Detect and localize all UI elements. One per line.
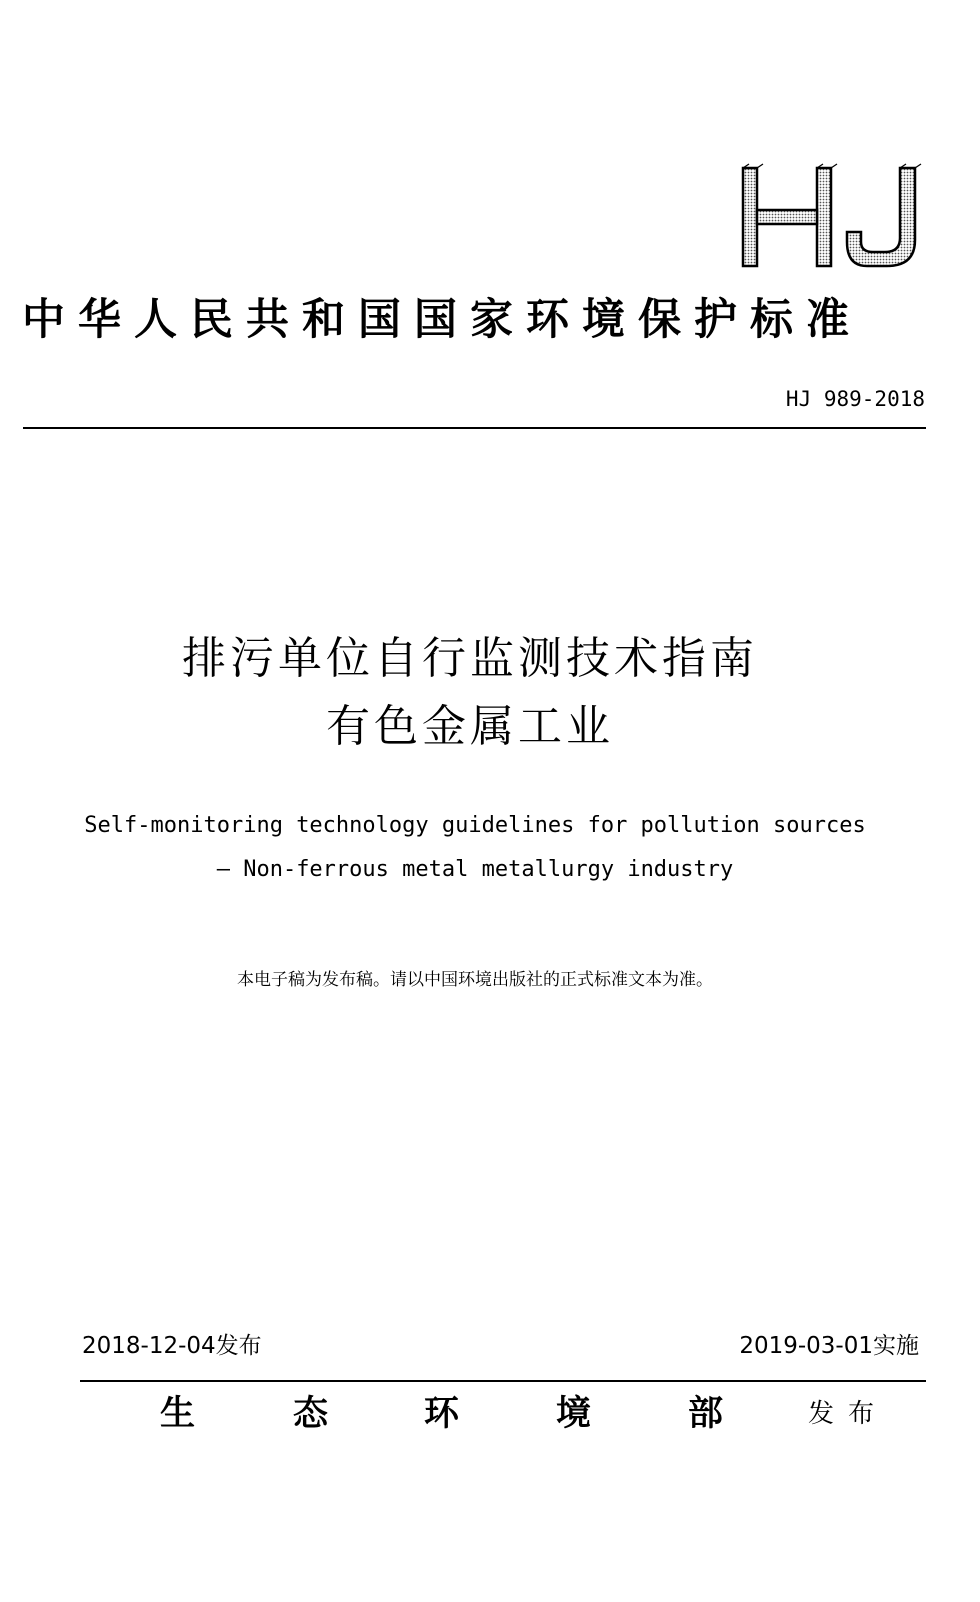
release-notice: 本电子稿为发布稿。请以中国环境出版社的正式标准文本为准。: [237, 970, 713, 990]
footer-divider: [80, 1380, 926, 1382]
title-cn-line2: 有色金属工业: [326, 701, 614, 752]
publisher-char: 生: [160, 1394, 196, 1434]
standard-number: HJ 989-2018: [785, 387, 925, 411]
title-en-line1: Self-monitoring technology guidelines for pollution sources: [84, 813, 866, 838]
implementation-date: 2019-03-01实施: [739, 1333, 919, 1359]
publisher-char: 境: [556, 1394, 592, 1434]
hj-logo: [735, 147, 930, 272]
publisher-char: 部: [688, 1394, 724, 1434]
issue-date: 2018-12-04发布: [82, 1333, 262, 1359]
title-en-line2: — Non-ferrous metal metallurgy industry: [216, 857, 734, 882]
publisher-char: 态: [293, 1394, 329, 1434]
publish-label: 发布: [808, 1399, 889, 1429]
publisher-char: 环: [424, 1394, 460, 1434]
national-standard-title: 中华人民共和国国家环境保护标准: [22, 295, 862, 345]
header-divider: [23, 427, 926, 429]
title-cn-line1: 排污单位自行监测技术指南: [182, 633, 758, 684]
hj-logo-text: HJ: [735, 147, 752, 166]
